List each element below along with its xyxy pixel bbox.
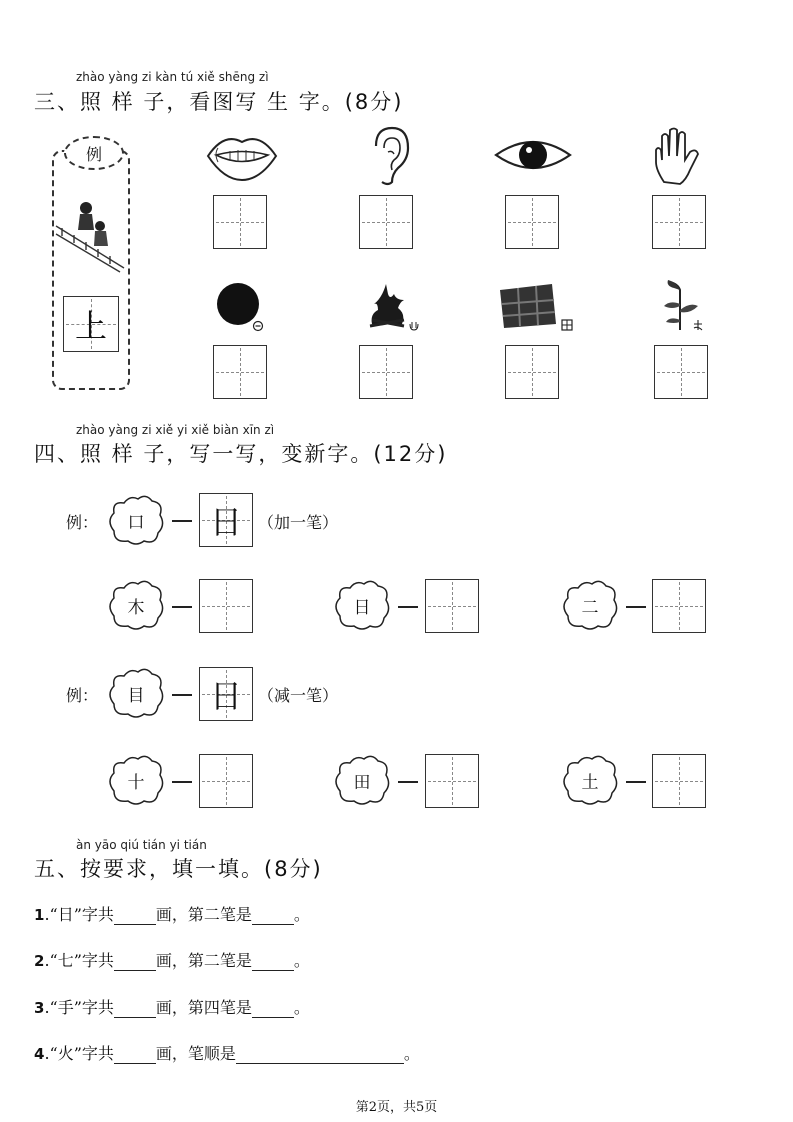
write-grid-sun[interactable] [213,345,267,399]
write-grid-grain[interactable] [654,345,708,399]
fire-picture [364,280,420,334]
example2-label: 例： [66,686,99,705]
question-2 [34,948,310,971]
flower-example2 [108,668,164,718]
question-text: 画，第二笔是 [155,951,252,970]
answer-blank[interactable] [114,1047,156,1064]
example1-note: （加一笔） [258,513,339,532]
row2-char-1: 十 [127,772,145,793]
row2-char-3: 土 [581,772,599,793]
section5-pinyin: àn yāo qiú tián yi tián [76,838,207,852]
dash [172,606,192,608]
kids-on-stairs-picture [54,196,128,274]
row1-char-2: 日 [353,597,371,618]
question-text: 画，第四笔是 [155,998,252,1017]
write-grid-mouth[interactable] [213,195,267,249]
write-grid-fire[interactable] [359,345,413,399]
example1-label: 例： [66,513,99,532]
flower-row1-2 [334,580,390,630]
question-number: 3 [34,999,45,1017]
dash [398,606,418,608]
section5-title: 五、按要求，填一填。(8分) [34,857,323,881]
write-grid-hand[interactable] [652,195,706,249]
dash [626,781,646,783]
section3-pinyin: zhào yàng zi kàn tú xiě shēng zì [76,70,269,84]
example-char-grid [63,296,119,352]
question-text: 画，笔顺是 [155,1044,236,1063]
question-4 [34,1041,420,1064]
section4-pinyin: zhào yàng zi xiě yi xiě biàn xīn zì [76,423,275,437]
dash [626,606,646,608]
question-text: 画，第二笔是 [155,905,252,924]
answer-blank[interactable] [252,954,294,971]
field-picture [498,280,578,334]
question-text: .“日”字共 [44,905,114,924]
question-number: 4 [34,1045,45,1063]
answer-blank[interactable] [114,954,156,971]
question-text: 。 [293,998,310,1017]
question-number: 2 [34,952,45,970]
flower-example1 [108,495,164,545]
dash [172,694,192,696]
page-footer: 第2页，共5页 [355,1100,438,1115]
write-grid-field[interactable] [505,345,559,399]
row1-char-1: 木 [127,597,145,618]
dash [172,781,192,783]
row2-answer-grid-3[interactable] [652,754,706,808]
dash [172,520,192,522]
example2-result-char: 日 [209,677,242,715]
example1-result-char: 日 [209,503,242,541]
question-1 [34,902,310,925]
question-text: 。 [293,905,310,924]
question-text: 。 [403,1044,420,1063]
grain-picture [656,276,710,334]
write-grid-ear[interactable] [359,195,413,249]
example1-result-grid [199,493,253,547]
eye-picture [494,135,572,175]
row2-char-2: 田 [353,772,371,793]
flower-row1-3 [562,580,618,630]
flower-row2-2 [334,755,390,805]
example2-result-grid [199,667,253,721]
question-text: 。 [293,951,310,970]
mouth-picture [204,128,280,184]
row1-answer-grid-2[interactable] [425,579,479,633]
example-label: 例 [64,136,124,170]
answer-blank[interactable] [252,1001,294,1018]
example-char: 上 [74,307,107,345]
row1-char-3: 二 [581,597,599,618]
answer-blank[interactable] [236,1047,404,1064]
section4-title: 四、照 样 子，写一写，变新字。(12分) [34,442,448,466]
row1-answer-grid-3[interactable] [652,579,706,633]
flower-row1-1 [108,580,164,630]
row1-answer-grid-1[interactable] [199,579,253,633]
hand-picture [650,126,706,186]
example1-source-char: 口 [127,512,145,533]
question-text: .“火”字共 [44,1044,114,1063]
example2-note: （减一笔） [258,686,339,705]
question-text: .“手”字共 [44,998,114,1017]
row2-answer-grid-1[interactable] [199,754,253,808]
flower-row2-1 [108,755,164,805]
flower-row2-3 [562,755,618,805]
question-text: .“七”字共 [44,951,114,970]
section3-title: 三、照 样 子，看图写 生 字。(8分) [34,90,404,114]
row2-answer-grid-2[interactable] [425,754,479,808]
answer-blank[interactable] [114,1001,156,1018]
answer-blank[interactable] [252,908,294,925]
sun-picture [214,280,268,334]
ear-picture [366,126,412,186]
question-number: 1 [34,906,45,924]
example2-source-char: 目 [127,685,145,706]
write-grid-eye[interactable] [505,195,559,249]
question-3 [34,995,310,1018]
answer-blank[interactable] [114,908,156,925]
dash [398,781,418,783]
